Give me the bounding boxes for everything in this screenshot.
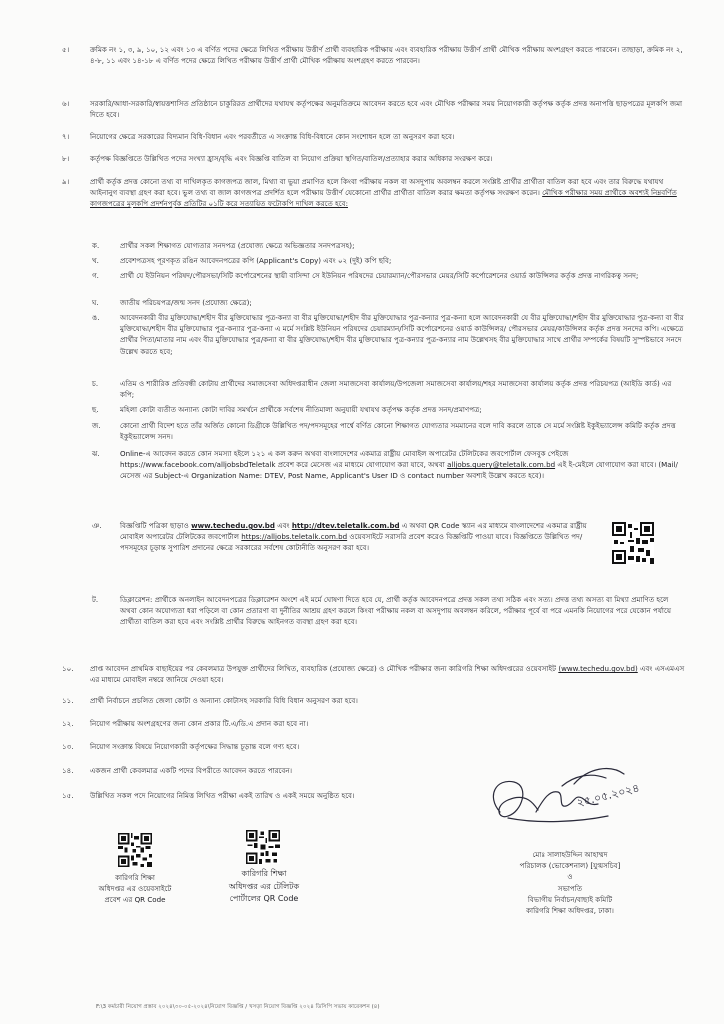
- clause-6: [62, 98, 688, 120]
- document-item-ga: [92, 270, 686, 281]
- online-help-text: [120, 448, 686, 482]
- qr-code-icon: [612, 522, 654, 564]
- clause-number: ৮।: [62, 154, 70, 163]
- clause-number: ৬।: [62, 99, 70, 108]
- item-letter: ট.: [92, 595, 99, 604]
- caption-line: অধিদপ্তর এর ওয়েবসাইটে: [98, 884, 172, 894]
- signatory-designation: পরিচালক (ভোকেশনাল) [যুগ্মসচিব]: [519, 861, 621, 871]
- item-letter: জ.: [92, 421, 101, 430]
- item-letter: ঞ.: [92, 521, 102, 530]
- document-item-chha: [92, 404, 686, 415]
- clause-8: [62, 153, 688, 164]
- qr-right-caption: [210, 868, 318, 906]
- clause-text: প্রার্থী নির্বাচনে প্রচলিত জেলা কোটা ও অন্যান্য কোটাসহ সরকারি বিধি বিধান অনুসরণ করা হবে।: [90, 696, 358, 705]
- signatory-conjunction: ও: [567, 872, 573, 882]
- clause-12: [62, 718, 688, 729]
- signature-date: ২৫.০৫.২০২৪: [575, 781, 641, 810]
- support-email-link[interactable]: alljobs.query@teletalk.com.bd: [447, 460, 556, 470]
- item-letter: চ.: [92, 379, 99, 388]
- teletalk-portal-qr-icon: [246, 830, 280, 864]
- clause-text: নিয়োগ সংক্রান্ত বিষয়ে নিয়োগকারী কর্তৃপক্ষের সিদ্ধান্ত চূড়ান্ত বলে গণ্য হবে।: [90, 742, 300, 751]
- declaration-text: ডিক্লারেশন: প্রার্থীকে অনলাইন আবেদনপত্রের ডিক্লারেশন অংশে এই মর্মে ঘোষণা দিতে হবে যে, প্রার্থী কর্তৃক আবেদনপত্রে প্রদত্ত সকল তথ্য সঠিক এবং সত্য। প্রদত্ত তথ্য অসত্য বা মিথ্যা প্রমাণিত হলে অথবা কোন অযোগ্যতা ধরা পড়িলে বা কোন প্রতারণা বা দুর্নীতির আশ্রয় গ্রহণ করলে কিংবা পরীক্ষায় নকল বা অসদুপায় অবলম্বন করিলে, পরীক্ষার পূর্বে বা পরে এমনকি নিয়োগের পরে যেকোন পর্যায়ে প্রার্থীতা বাতিল করা হবে এবং সংশ্লিষ্ট প্রার্থীর বিরুদ্ধে আইনগত ব্যবস্থা গ্রহণ করা হবে।: [120, 595, 671, 627]
- signatory-role: সভাপতি: [557, 883, 583, 893]
- item-letter: ঘ.: [92, 298, 99, 307]
- item-text: আবেদনকারী বীর মুক্তিযোদ্ধা/শহীদ বীর মুক্তিযোদ্ধার পুত্র-কন্যা বা বীর মুক্তিযোদ্ধা/শহীদ বীর মুক্তিযোদ্ধার পুত্র-কন্যার পুত্র-কন্যা হলে আবেদনকারী যে বীর মুক্তিযোদ্ধা/শহীদ বীর মুক্তিযোদ্ধার পুত্র-কন্যা বা বীর মুক্তিযোদ্ধা/শহীদ বীর মুক্তিযোদ্ধার পুত্র-কন্যার পুত্র-কন্যা এ মর্মে সংশ্লিষ্ট ইউনিয়ন পরিষদের চেয়ারম্যান/সিটি কর্পোরেশনের ওয়ার্ড কাউন্সিলর/ পৌরসভার মেয়র/কাউন্সিলর কর্তৃক প্রদত্ত সনদের কপি। এক্ষেত্রে প্রার্থীর পিতা/মাতার নাম এবং বীর মুক্তিযোদ্ধার পুত্র/কন্যা বা বীর মুক্তিযোদ্ধা/শহীদ বীর মুক্তিযোদ্ধার পুত্র-কন্যার পুত্র-কন্যার নাম উল্লেখসহ বীর মুক্তিযোদ্ধার সাথে প্রার্থীর সম্পর্কের বিষয়টি সুস্পষ্টভাবে সনদে উল্লেখ করতে হবে;: [120, 313, 684, 356]
- document-item-ka: [92, 240, 686, 251]
- online-help-part: এই ই-মেইলে যোগাযোগ করা যাবে। (Mail/মেসেজ এর Subject-এ Organization Name: DTEV, Post Name, Applicant's User ID ও contact number অবশ্যই উল্লেখ করতে হবে)।: [120, 460, 678, 481]
- clause-13: [62, 741, 688, 752]
- clause-number: ১২.: [62, 719, 74, 728]
- clause-text: কর্তৃপক্ষ বিজ্ঞপ্তিতে উল্লিখিত পদের সংখ্যা হ্রাস/বৃদ্ধি এবং বিজ্ঞপ্তি বাতিল বা নিয়োগ প্রক্রিয়া স্থগিত/বাতিল/প্রত্যাহার করার অধিকার সংরক্ষণ করে।: [90, 154, 493, 163]
- clause-text: [90, 663, 688, 685]
- document-item-nya: [92, 520, 590, 554]
- clause-9: [62, 176, 688, 210]
- clause-number: ১০.: [62, 664, 74, 673]
- signatory-office: কারিগরি শিক্ষা অধিদপ্তর, ঢাকা।: [526, 906, 614, 916]
- document-item-ta: [92, 594, 686, 628]
- clause-text-part: এবং এসএমএস এর মাধ্যমে মোবাইল নম্বরে জানিয়ে দেওয়া হবে।: [90, 664, 685, 685]
- item-letter: ঙ.: [92, 313, 100, 322]
- file-path-footer: F:\3 কর্মচারী নিয়োগ প্রস্তাব ২০২৪\৩০-০৫-২০২৪\নিয়োগ বিজ্ঞপ্তি / খসড়া নিয়োগ বিজ্ঞপ্তি ২০২৪ ডিসিপি সভায় কারেকশন (৪): [96, 1004, 380, 1010]
- online-help-part: Online-এ আবেদন করতে কোন সমস্যা হইলে ১২১ এ কল করুন অথবা বাংলাদেশের একমাত্র রাষ্ট্রীয় মোবাইল অপারেটর টেলিটকের জবপোর্টাল ফেসবুক পেইজে https://www.facebook.com/alljobsbdTeletalk প্রবেশ করে মেসেজ এর মাধ্যমে যোগাযোগ করা যাবে, অথবা: [120, 449, 569, 470]
- clause-10: [62, 663, 688, 685]
- clause-7: [62, 131, 688, 142]
- item-text: প্রবেশপত্রসহ পূরণকৃত রঙিন আবেদনপত্রের কপি (Applicant's Copy) এবং ০২ (দুই) কপি ছবি;: [120, 256, 392, 265]
- item-letter: গ.: [92, 271, 99, 280]
- clause-number: ১৩.: [62, 742, 74, 751]
- signatory-committee: বিভাগীয় নির্বাচন/বাছাই কমিটি: [527, 894, 613, 904]
- clause-text: [90, 176, 688, 210]
- document-item-cha: [92, 378, 686, 400]
- clause-5: [62, 44, 688, 66]
- dtev-teletalk-link[interactable]: http://dtev.teletalk.com.bd: [291, 521, 400, 530]
- clause-11: [62, 695, 688, 706]
- caption-line: প্রবেশ এর QR Code: [104, 895, 166, 905]
- item-text: প্রার্থীর সকল শিক্ষাগত যোগ্যতার সনদপত্র (প্রযোজ্য ক্ষেত্রে অভিজ্ঞতার সনদপত্রসহ);: [120, 241, 355, 250]
- clause-number: ৭।: [62, 132, 70, 141]
- item-letter: ঝ.: [92, 449, 100, 458]
- clause-text: একজন প্রার্থী কেবলমাত্র একটি পদের বিপরীতে আবেদন করতে পারবেন।: [90, 766, 293, 775]
- techedu-website-qr-icon: [118, 833, 152, 867]
- document-item-uma: [92, 312, 686, 357]
- clause-text-main: প্রার্থী কর্তৃক প্রদত্ত কোনো তথ্য বা দাখিলকৃত কাগজপত্র জাল, মিথ্যা বা ভুয়া প্রমাণিত হলে কিংবা পরীক্ষায় নকল বা অসদুপায় অবলম্বন করলে সংশ্লিষ্ট প্রার্থীর প্রার্থীতা বাতিল করা হবে এবং তার বিরুদ্ধে যথাযথ আইনানুগ ব্যবস্থা গ্রহণ করা হবে। ভুল তথ্য বা জাল কাগজপত্র প্রদর্শিত হলে পরীক্ষায় উত্তীর্ণ যেকোনো প্রার্থীর প্রার্থীতা বাতিল করার ক্ষমতা কর্তৃপক্ষ সংরক্ষণ করেন।: [90, 177, 664, 198]
- qr-left-caption: [80, 872, 190, 906]
- item-letter: ছ.: [92, 405, 99, 414]
- techedu-link[interactable]: www.techedu.gov.bd: [191, 521, 275, 530]
- clause-number: ১৪.: [62, 766, 74, 775]
- clause-text: নিয়োগ পরীক্ষায় অংশগ্রহণের জন্য কোন প্রকার টি.এ/ডি.এ প্রদান করা হবে না।: [90, 719, 309, 728]
- signature-image: [478, 760, 658, 840]
- notice-availability-text: [120, 520, 590, 554]
- caption-line: অধিদপ্তর এর টেলিটক: [228, 881, 300, 891]
- notice-part: এ অথবা QR Code স্ক্যান এর মাধ্যমে বাংলাদেশের একমাত্র রাষ্ট্রীয় মোবাইল অপারেটর টেলিটকের জবপোর্টাল: [120, 521, 587, 542]
- clause-number: ৫।: [62, 45, 70, 54]
- clause-text-part: প্রাপ্ত আবেদন প্রাথমিক বাছাইয়ের পর কেবলমাত্র উপযুক্ত প্রার্থীদের লিখিত, ব্যবহারিক (প্রযোজ্য ক্ষেত্রে) ও মৌখিক পরীক্ষার জন্য কারিগরি শিক্ষা অধিদপ্তরের ওয়েবসাইট: [90, 664, 557, 673]
- signatory-name: মোঃ সালাহউদ্দিন আহাম্মদ: [532, 850, 608, 859]
- notice-part: বিজ্ঞপ্তিটি পত্রিকা ছাড়াও: [120, 521, 189, 530]
- signatory-block: [470, 849, 670, 916]
- clause-text: ক্রমিক নং ১, ৩, ৯, ১০, ১২ এবং ১৩ এ বর্ণিত পদের ক্ষেত্রে লিখিত পরীক্ষায় উত্তীর্ণ প্রার্থী ব্যবহারিক পরীক্ষায় এবং ব্যবহারিক পরীক্ষায় উত্তীর্ণ প্রার্থী মৌখিক পরীক্ষায় অংশগ্রহণ করতে পারবেন। তাছাড়া, ক্রমিক নং ২, ৪-৮, ১১ এবং ১৪-১৮ এ বর্ণিত পদের ক্ষেত্রে লিখিত পরীক্ষায় উত্তীর্ণ প্রার্থী মৌখিক পরীক্ষায় অংশগ্রহণ করতে পারবেন।: [90, 45, 683, 66]
- clause-text: উল্লিখিত সকল পদে নিয়োগের নিমিত্ত লিখিত পরীক্ষা একই তারিখ ও একই সময়ে অনুষ্ঠিত হবে।: [90, 791, 355, 800]
- item-letter: ক.: [92, 241, 100, 250]
- caption-line: পোর্টালের QR Code: [229, 894, 299, 903]
- item-text: কোনো প্রার্থী বিদেশ হতে তাঁর অর্জিত কোনো ডিগ্রীকে উল্লিখিত পদ/পদসমূহের পার্শ্বে বর্ণিত কোনো শিক্ষাগত যোগ্যতার সমমানের বলে দাবি করলে তাকে সে মর্মে সংশ্লিষ্ট ইকুইভ্যালেন্স কমিটি কর্তৃক প্রদত্ত ইকুইভ্যালেন্স সনদ।: [120, 421, 676, 442]
- document-item-ja: [92, 420, 686, 442]
- document-item-jha: [92, 448, 686, 482]
- clause-number: ১১.: [62, 696, 74, 705]
- notice-part: এবং: [277, 521, 290, 530]
- caption-line: কারিগরি শিক্ষা: [241, 869, 287, 878]
- notice-part: ওয়েবসাইটে সরাসরি প্রবেশ করেও বিজ্ঞপ্তিটি পাওয়া যাবে। বিজ্ঞপ্তিতে উল্লিখিত পদ/পদসমূহের চূড়ান্ত সুপারিশ প্রদানের ক্ষেত্রে সরকারের সর্বশেষ কোটানীতি অনুসরণ করা হবে।: [120, 532, 583, 553]
- clause-number: ৯।: [62, 177, 70, 186]
- clause-text: নিয়োগের ক্ষেত্রে সরকারের বিদ্যমান বিধি-বিধান এবং পরবর্তীতে এ সংক্রান্ত বিধি-বিধানে কোন সংশোধন হলে তা অনুসরণ করা হবে।: [90, 132, 455, 141]
- clause-number: ১৫.: [62, 791, 74, 800]
- item-text: জাতীয় পরিচয়পত্র/জন্ম সনদ (প্রযোজ্য ক্ষেত্রে);: [120, 298, 252, 307]
- caption-line: কারিগরি শিক্ষা: [115, 873, 155, 882]
- clause-text-underlined: মৌখিক পরীক্ষার সময় প্রার্থীকে অবশ্যই নিম্নবর্ণিত কাগজপত্রের মূলকপি প্রদর্শনপূর্বক প্রতিটির ০১টি করে সত্যায়িত ফটোকপি দাখিল করতে হবে:: [90, 188, 677, 209]
- item-text: প্রার্থী যে ইউনিয়ন পরিষদ/পৌরসভা/সিটি কর্পোরেশনের স্থায়ী বাসিন্দা সে ইউনিয়ন পরিষদের চেয়ারম্যান/পৌরসভার মেয়র/সিটি কর্পোরেশনের ওয়ার্ড কাউন্সিলর কর্তৃক প্রদত্ত নাগরিকত্ব সনদ;: [120, 271, 639, 280]
- alljobs-teletalk-link[interactable]: https://alljobs.teletalk.com.bd: [241, 532, 348, 542]
- techedu-website-link[interactable]: (www.techedu.gov.bd): [558, 664, 638, 673]
- clause-text: সরকারি/আধা-সরকারি/স্বায়ত্তশাসিত প্রতিষ্ঠানে চাকুরিরত প্রার্থীদের যথাযথ কর্তৃপক্ষের অনুমতিক্রমে আবেদন করতে হবে এবং মৌখিক পরীক্ষার সময় নিয়োগকারী কর্তৃপক্ষ কর্তৃক প্রদত্ত অনাপত্তি ছাড়পত্রের মূলকপি জমা দিতে হবে।: [90, 99, 683, 120]
- document-item-gha: [92, 297, 686, 308]
- document-item-kha: [92, 255, 686, 266]
- item-text: এতিম ও শারীরিক প্রতিবন্ধী কোটায় প্রার্থীদের সমাজসেবা অধিদপ্তরাধীন জেলা সমাজসেবা কার্যালয়/উপজেলা সমাজসেবা কার্যালয়/শহর সমাজসেবা কার্যালয় কর্তৃক প্রদত্ত পরিচয়পত্র (আইডি কার্ড) এর কপি;: [120, 379, 672, 400]
- item-letter: খ.: [92, 256, 99, 265]
- item-text: মহিলা কোটা ব্যতীত অন্যান্য কোটা দাবির সমর্থনে প্রার্থীকে সর্বশেষ নীতিমালা অনুযায়ী যথাযথ কর্তৃপক্ষ কর্তৃক প্রদত্ত সনদ/প্রমাণপত্র;: [120, 405, 482, 414]
